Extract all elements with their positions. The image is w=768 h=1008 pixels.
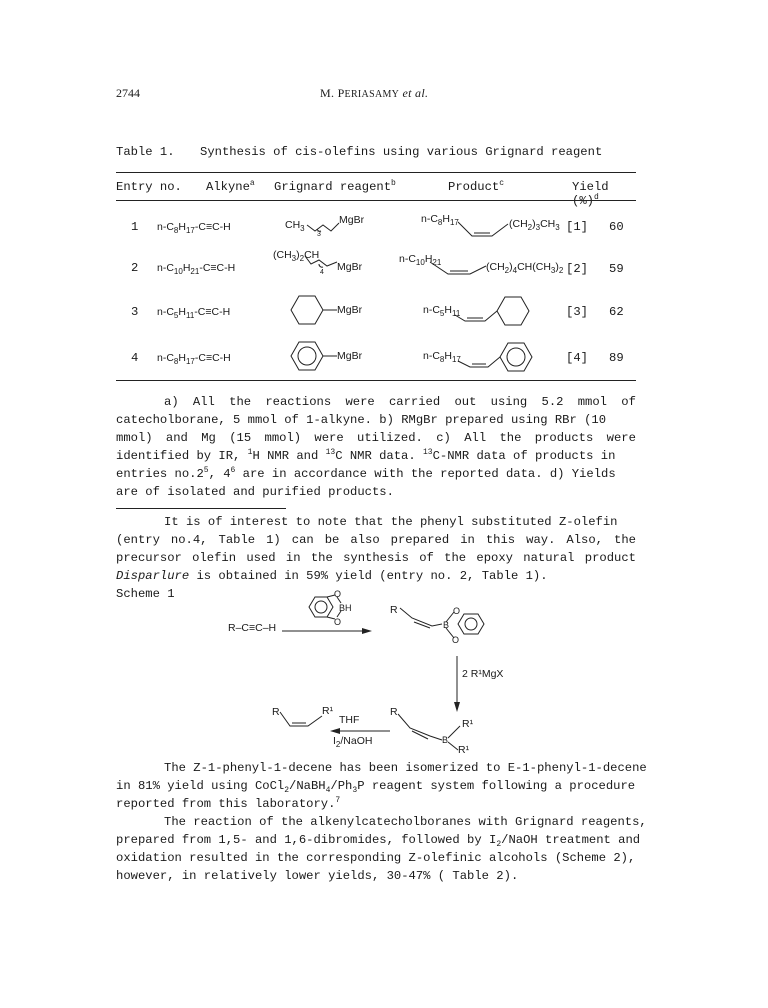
alkyne-formula: $n-C_5H_{11}-C\equiv C-H$: [157, 306, 231, 320]
col-entry: Entry no.: [116, 180, 182, 194]
body-text-line: The Z-1-phenyl-1-decene has been isomerized to E-1-phenyl-1-decene: [164, 761, 647, 775]
product-left: $n-C_{10}H_{21}$: [399, 253, 442, 267]
catecholborane-B: B: [339, 603, 346, 613]
product-right: $(CH_2)_4CH(CH_3)_2$: [486, 261, 564, 275]
entry-number: 2: [131, 261, 139, 275]
reference: [3]: [566, 305, 588, 319]
body-text-line: The reaction of the alkenylcatecholboranes with Grignard reagents,: [164, 815, 647, 829]
entry-number: 1: [131, 220, 139, 234]
yield-value: 59: [609, 262, 624, 276]
running-head: M. PERIASAMY et al.: [320, 86, 429, 100]
grignard-right: MgBr: [337, 350, 363, 362]
yield-value: 60: [609, 220, 624, 234]
yield-value: 62: [609, 305, 624, 319]
grignard-sub: 4: [320, 269, 324, 276]
product-right: $(CH_2)_3CH_3$: [509, 218, 560, 232]
final-R: R: [272, 706, 280, 718]
reference: [1]: [566, 220, 588, 234]
footnote-line: are of isolated and purified products.: [116, 485, 394, 499]
grignard-right: MgBr: [337, 304, 363, 316]
body-text-line: prepared from 1,5- and 1,6-dibromides, followed by $I_2$/NaOH treatment and: [116, 833, 641, 849]
reagent-iodine: $I_2$/NaOH: [333, 735, 373, 749]
grignard-sub: 3: [317, 231, 321, 238]
col-product: Product$^c$: [448, 179, 505, 194]
table-top-rule: [116, 172, 636, 173]
alkenylborane-O1: O: [453, 606, 461, 616]
footnote-line: entries $no.2^5$, $4^6$ are in accordance with the reported data. d) Yields: [116, 466, 616, 481]
alkyne-formula: $n-C_{10}H_{21}-C\equiv C-H$: [157, 262, 236, 276]
footnote-line: mmol) and Mg (15 mmol) were utilized. c) All the products were: [116, 431, 636, 445]
table-header-row: [116, 179, 636, 208]
entry-number: 4: [131, 351, 139, 365]
catecholborane-H: H: [345, 603, 352, 613]
reaction-arrow-2: [452, 656, 462, 712]
alkyne-formula: $n-C_8H_{17}-C\equiv C-H$: [157, 352, 231, 366]
borate-R1-lower: R¹: [458, 744, 470, 756]
reagent-grignard: 2 R¹MgX: [462, 668, 504, 680]
grignard-left: $CH_3$: [285, 219, 305, 233]
catecholborane-O1: O: [334, 589, 342, 599]
product-phenyl-alkene: [458, 333, 558, 377]
footnote-divider: [116, 508, 286, 509]
borate-B: B: [442, 735, 449, 745]
grignard-top: $(CH_3)_2CH$: [273, 249, 320, 263]
reference: [2]: [566, 262, 588, 276]
body-text-line: oxidation resulted in the corresponding Z-olefinic alcohols (Scheme 2),: [116, 851, 636, 865]
col-grignard: Grignard reagent$^b$: [274, 179, 396, 194]
footnote-line: catecholborane, 5 mmol of 1-alkyne. b) RMgBr prepared using RBr (10: [116, 413, 607, 427]
yield-value: 89: [609, 351, 624, 365]
body-text-line: (entry no.4, Table 1) can be also prepared in this way. Also, the: [116, 533, 636, 547]
alkenylborane-R: R: [390, 604, 398, 616]
alkenylborane-B: B: [443, 620, 450, 630]
table-header-rule: [116, 200, 636, 201]
product-left: $n-C_8H_{17}$: [421, 213, 459, 227]
table-bottom-rule: [116, 380, 636, 381]
body-text-line: It is of interest to note that the phenyl substituted Z-olefin: [164, 515, 618, 529]
cyclohexyl-ring: [283, 290, 343, 330]
footnote-line: identified by IR, $^1$H NMR and $^{13}$C NMR data. $^{13}$C-NMR data of products in: [116, 448, 616, 463]
grignard-right: MgBr: [337, 261, 363, 273]
phenyl-ring: [283, 336, 343, 376]
catecholborane-O2: O: [334, 617, 342, 627]
product-cyclohexyl-alkene: [455, 287, 555, 331]
body-text-line: however, in relatively lower yields, 30-47% ( Table 2).: [116, 869, 519, 883]
product-left: $n-C_5H_{11}$: [423, 304, 461, 318]
borate-R1-upper: R¹: [462, 718, 474, 730]
scheme-reactant: R–C≡C–H: [228, 622, 277, 634]
footnote-line: a) All the reactions were carried out using 5.2 mmol of: [164, 395, 636, 409]
product-alkene: [430, 262, 494, 278]
body-text-line: Disparlure is obtained in 59% yield (entry no. 2, Table 1).: [116, 569, 548, 583]
col-alkyne: Alkyne$^a$: [206, 179, 255, 194]
alkyne-formula: $n-C_8H_{17}-C\equiv C-H$: [157, 221, 231, 235]
borate-R: R: [390, 706, 398, 718]
body-text-line: in 81% yield using $CoCl_2/NaBH_4/Ph_3P$ reagent system following a procedure: [116, 779, 636, 795]
col-yield: Yield (%)$^d$: [572, 180, 609, 208]
table-caption-label: Table 1.: [116, 145, 175, 159]
body-text-line: reported from this laboratory.$^7$: [116, 796, 341, 811]
entry-number: 3: [131, 305, 139, 319]
reference: [4]: [566, 351, 588, 365]
product-left: $n-C_8H_{17}$: [423, 350, 461, 364]
table-caption-text: Synthesis of cis-olefins using various Grignard reagent: [200, 145, 603, 159]
body-text-line: precursor olefin used in the synthesis of the epoxy natural product: [116, 551, 636, 565]
scheme-label: Scheme 1: [116, 587, 175, 601]
alkenylborane-O2: O: [452, 635, 460, 645]
reagent-thf: THF: [339, 714, 360, 726]
grignard-right: MgBr: [339, 214, 365, 226]
page-number: 2744: [116, 86, 140, 100]
final-R1: R¹: [322, 705, 334, 717]
